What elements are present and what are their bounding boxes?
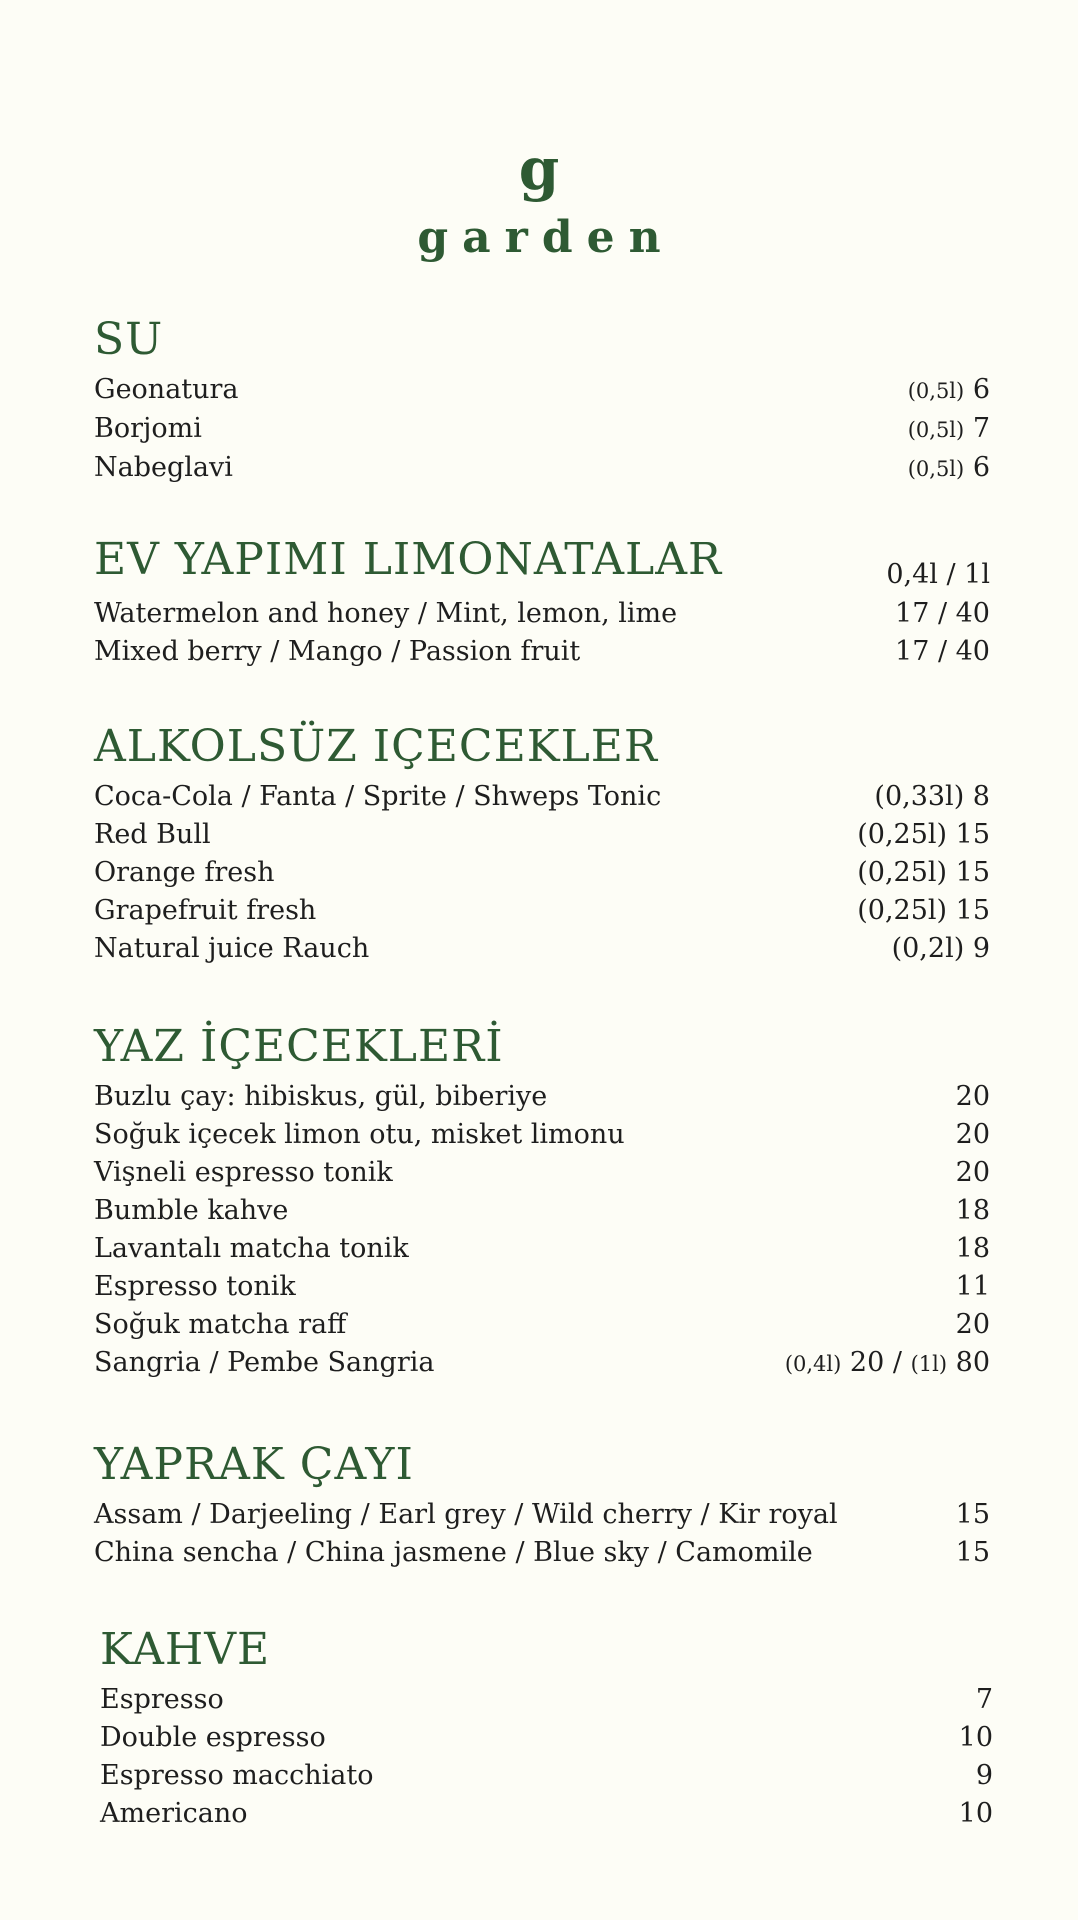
item-name: Assam / Darjeeling / Earl grey / Wild cherry / Kir royal — [94, 1499, 838, 1530]
item-name: Borjomi — [94, 413, 202, 444]
item-price: 20 — [955, 1157, 990, 1188]
item-price-value: 6 — [972, 374, 990, 405]
menu-item — [94, 1306, 990, 1344]
menu-item — [94, 1268, 990, 1306]
item-price: (0,25l) 15 — [857, 819, 990, 850]
item-name: Vişneli espresso tonik — [94, 1157, 393, 1188]
item-price: (0,33l) 8 — [874, 781, 990, 812]
item-name: Coca-Cola / Fanta / Sprite / Shweps Tonic — [94, 781, 662, 812]
item-price: 15 — [955, 1537, 990, 1568]
item-price: 11 — [955, 1271, 990, 1302]
menu-item — [94, 410, 990, 449]
item-price: 17 / 40 — [895, 636, 990, 667]
menu-item — [94, 930, 990, 968]
item-price: 17 / 40 — [895, 598, 990, 629]
size-header: 0,4l / 1l — [886, 559, 990, 590]
item-price-value: 80 — [955, 1347, 990, 1378]
item-name: Red Bull — [94, 819, 211, 850]
item-price: 18 — [955, 1233, 990, 1264]
item-name: Soğuk matcha raff — [94, 1309, 347, 1340]
section-title: KAHVE — [100, 1624, 271, 1675]
item-price — [785, 1344, 990, 1383]
item-name: Bumble kahve — [94, 1195, 289, 1226]
section-title: YAPRAK ÇAYI — [94, 1439, 414, 1490]
menu-item — [94, 1534, 990, 1572]
menu-item — [100, 1795, 993, 1833]
section-coffee — [100, 1625, 993, 1833]
item-name: China sencha / China jasmene / Blue sky / Camomile — [94, 1537, 813, 1568]
menu-item — [94, 1344, 990, 1383]
section-su — [94, 315, 990, 488]
section-leaf-tea — [94, 1440, 990, 1572]
item-name: Espresso — [100, 1684, 224, 1715]
menu-item — [94, 854, 990, 892]
item-name: Nabeglavi — [94, 452, 233, 483]
item-volume: (0,5l) — [907, 379, 965, 403]
item-price: (0,25l) 15 — [857, 895, 990, 926]
item-price: 18 — [955, 1195, 990, 1226]
menu-item — [94, 1116, 990, 1154]
menu-item — [100, 1681, 993, 1719]
item-price: 10 — [958, 1722, 993, 1753]
item-volume: (0,5l) — [907, 418, 965, 442]
brand-name: garden — [417, 212, 675, 263]
item-name: Sangria / Pembe Sangria — [94, 1347, 435, 1378]
menu-item — [100, 1757, 993, 1795]
menu-item — [94, 1154, 990, 1192]
item-name: Espresso tonik — [94, 1271, 296, 1302]
item-name: Grapefruit fresh — [94, 895, 317, 926]
price-separator: / — [892, 1347, 902, 1378]
item-price: 20 — [955, 1119, 990, 1150]
item-price: 9 — [975, 1760, 993, 1791]
item-price-value: 7 — [972, 413, 990, 444]
menu-item — [94, 778, 990, 816]
item-price: 7 — [975, 1684, 993, 1715]
menu-item — [94, 1078, 990, 1116]
item-price: (0,25l) 15 — [857, 857, 990, 888]
brand-logo — [0, 135, 1078, 263]
item-name: Watermelon and honey / Mint, lemon, lime — [94, 598, 678, 629]
item-name: Americano — [100, 1798, 248, 1829]
item-price-value: 6 — [972, 452, 990, 483]
item-volume: (1l) — [910, 1352, 948, 1376]
menu-item — [94, 595, 990, 633]
item-name: Soğuk içecek limon otu, misket limonu — [94, 1119, 625, 1150]
section-title: YAZ İÇECEKLERİ — [94, 1021, 504, 1072]
item-price — [908, 371, 990, 410]
menu-item — [94, 1496, 990, 1534]
item-name: Mixed berry / Mango / Passion fruit — [94, 636, 581, 667]
item-name: Espresso macchiato — [100, 1760, 374, 1791]
item-volume: (0,5l) — [907, 457, 965, 481]
item-price: 20 — [955, 1081, 990, 1112]
section-title: ALKOLSÜZ IÇECEKLER — [94, 721, 659, 772]
item-price: 20 — [955, 1309, 990, 1340]
item-name: Buzlu çay: hibiskus, gül, biberiye — [94, 1081, 548, 1112]
section-lemonades — [94, 535, 990, 671]
menu-item — [94, 1192, 990, 1230]
item-price: 10 — [958, 1798, 993, 1829]
item-price-value: 20 — [849, 1347, 885, 1378]
item-price: 15 — [955, 1499, 990, 1530]
section-soft-drinks — [94, 722, 990, 968]
item-price — [908, 449, 990, 488]
menu-item — [94, 449, 990, 488]
section-title: EV YAPIMI LIMONATALAR — [94, 534, 723, 585]
item-volume: (0,4l) — [784, 1352, 842, 1376]
item-name: Natural juice Rauch — [94, 933, 370, 964]
menu-item — [94, 816, 990, 854]
item-name: Orange fresh — [94, 857, 275, 888]
item-price — [908, 410, 990, 449]
item-price: (0,2l) 9 — [891, 933, 990, 964]
section-summer-drinks — [94, 1022, 990, 1383]
menu-item — [94, 371, 990, 410]
menu-item — [94, 892, 990, 930]
menu-item — [94, 1230, 990, 1268]
item-name: Geonatura — [94, 374, 239, 405]
item-name: Lavantalı matcha tonik — [94, 1233, 409, 1264]
item-name: Double espresso — [100, 1722, 326, 1753]
section-title: SU — [94, 314, 164, 365]
menu-item — [100, 1719, 993, 1757]
logo-mark: g — [518, 135, 560, 203]
menu-item — [94, 633, 990, 671]
